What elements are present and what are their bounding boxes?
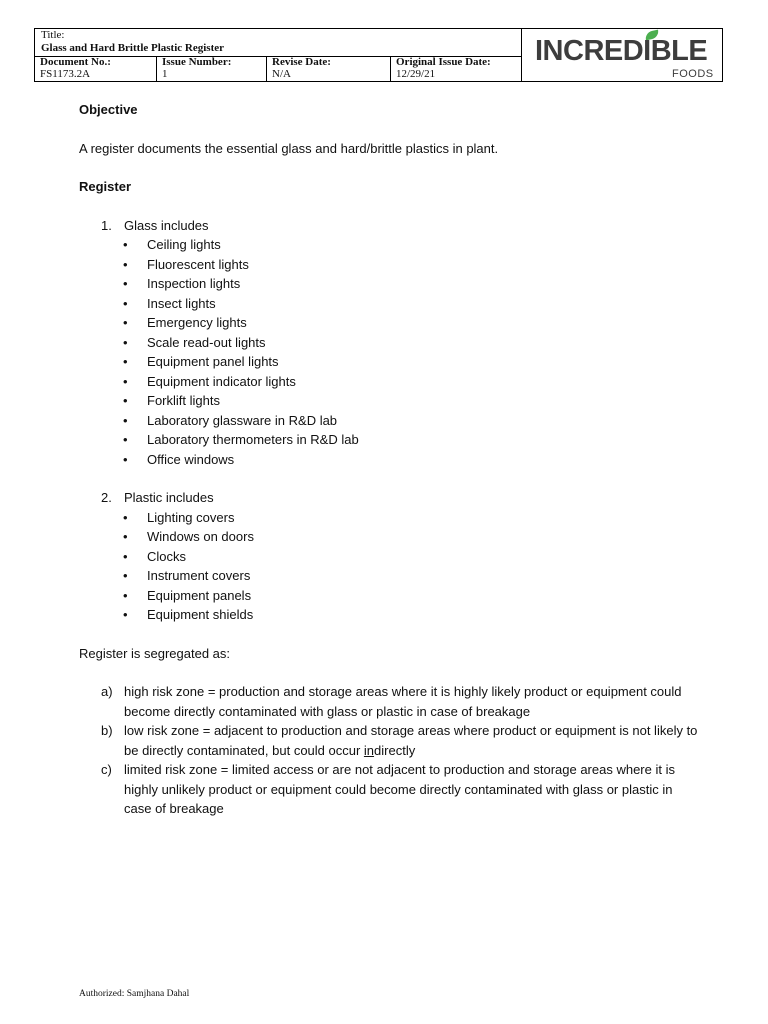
list-item: • Inspection lights: [79, 274, 699, 294]
bullet-icon: •: [123, 237, 128, 252]
zone-c-label: c): [101, 762, 112, 777]
original-issue-label: Original Issue Date:: [396, 56, 491, 68]
plastic-list: [79, 508, 699, 625]
header-title-row: [35, 29, 521, 57]
list-item: • Instrument covers: [79, 566, 699, 586]
list-item: • Lighting covers: [79, 508, 699, 528]
title-label: Title:: [41, 29, 65, 41]
original-issue-value: 12/29/21: [396, 68, 436, 80]
glass-list: [79, 235, 699, 469]
list-item: • Fluorescent lights: [79, 255, 699, 275]
issue-number-cell: [157, 56, 267, 81]
list-item: • Office windows: [79, 450, 699, 470]
list-item: • Scale read-out lights: [79, 333, 699, 353]
bullet-icon: •: [123, 529, 128, 544]
plastic-section-label: Plastic includes: [124, 490, 214, 505]
original-issue-cell: [391, 56, 521, 81]
bullet-icon: •: [123, 295, 128, 311]
document-no-value: FS1173.2A: [40, 68, 91, 80]
zone-c-text: limited risk zone = limited access or are not adjacent to production and storage areas where it is highly unlikely product or equipment could become directly contaminated with glass or plastic in case of breakage: [124, 762, 675, 816]
zone-b-underlined: in: [363, 742, 375, 758]
zone-b-text-end: directly: [374, 742, 416, 758]
header-info-block: [35, 29, 522, 81]
bullet-icon: •: [123, 354, 128, 369]
bullet-icon: •: [123, 373, 128, 389]
incredible-foods-logo: [521, 29, 723, 81]
bullet-icon: •: [123, 607, 128, 622]
list-item: • Insect lights: [79, 294, 699, 314]
document-no-cell: [35, 56, 157, 81]
bullet-icon: •: [123, 432, 128, 447]
list-item: • Emergency lights: [79, 313, 699, 333]
zone-a-label: a): [101, 684, 113, 699]
bullet-icon: •: [123, 412, 128, 428]
bullet-icon: •: [123, 587, 128, 603]
register-heading: Register: [79, 179, 132, 194]
document-body: [79, 100, 699, 819]
zone-high-risk: [79, 682, 699, 721]
list-item: • Laboratory thermometers in R&D lab: [79, 430, 699, 450]
bullet-icon: •: [123, 276, 128, 291]
bullet-icon: •: [123, 315, 128, 330]
bullet-icon: •: [123, 393, 128, 408]
objective-heading: Objective: [79, 102, 138, 117]
document-title: Glass and Hard Brittle Plastic Register: [41, 42, 225, 54]
issue-number-label: Issue Number:: [162, 56, 232, 68]
zone-a-text: high risk zone = production and storage areas where it is highly likely product or equipment could become directly contaminated with glass or plastic in case of breakage: [124, 684, 682, 719]
revise-date-label: Revise Date:: [272, 56, 331, 68]
revise-date-cell: [267, 56, 391, 81]
bullet-icon: •: [123, 334, 128, 350]
bullet-icon: •: [123, 568, 128, 583]
plastic-section-title: [79, 488, 699, 508]
issue-number-value: 1: [162, 68, 168, 80]
zone-limited-risk: [79, 760, 699, 819]
list-item: • Windows on doors: [79, 527, 699, 547]
list-item: • Forklift lights: [79, 391, 699, 411]
footer-authorized: Authorized: Samjhana Dahal: [79, 989, 190, 999]
document-header-table: [34, 28, 723, 82]
document-no-label: Document No.:: [40, 56, 111, 68]
zone-b-label: b): [101, 723, 113, 738]
revise-date-value: N/A: [272, 68, 291, 80]
list-item: • Equipment shields: [79, 605, 699, 625]
logo-subtext: FOODS: [672, 68, 714, 80]
bullet-icon: •: [123, 451, 128, 467]
plastic-section-number: 2.: [101, 490, 112, 505]
logo-wordmark: INCREDIBLE: [535, 35, 708, 67]
zone-b-text: low risk zone = adjacent to production and storage areas where product or equipment is not likely to be directly contaminated, but could occur: [124, 723, 698, 758]
glass-section-label: Glass includes: [124, 217, 209, 233]
list-item: • Ceiling lights: [79, 235, 699, 255]
bullet-icon: •: [123, 509, 128, 525]
glass-section-title: [79, 216, 699, 236]
bullet-icon: •: [123, 548, 128, 564]
segregated-intro: Register is segregated as:: [79, 645, 231, 661]
bullet-icon: •: [123, 256, 128, 272]
list-item: • Equipment indicator lights: [79, 372, 699, 392]
list-item: • Laboratory glassware in R&D lab: [79, 411, 699, 431]
list-item: • Clocks: [79, 547, 699, 567]
zone-low-risk: [79, 721, 699, 760]
list-item: • Equipment panels: [79, 586, 699, 606]
objective-text: A register documents the essential glass and hard/brittle plastics in plant.: [79, 140, 499, 156]
glass-section-number: 1.: [101, 217, 112, 233]
list-item: • Equipment panel lights: [79, 352, 699, 372]
